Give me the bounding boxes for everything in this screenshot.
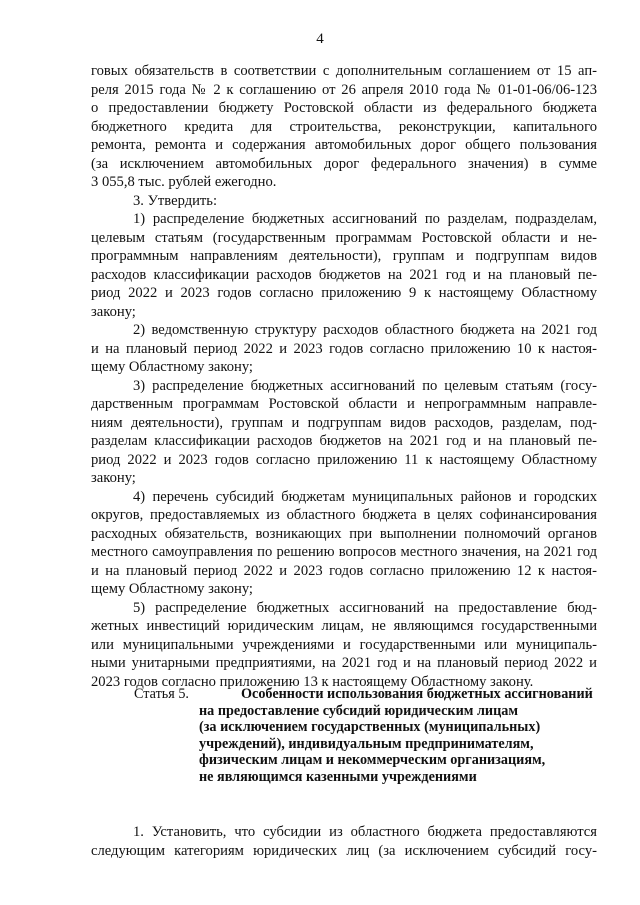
text-line: и на плановый период 2022 и 2023 годов согласно приложению 10 к настоя- xyxy=(91,340,597,357)
text-line: ниям деятельности), группам и подгруппам видов расходов, разделам, под- xyxy=(91,414,597,431)
text-line: округов, предоставляемых из областного бюджета в целях софинансирования xyxy=(91,507,597,523)
text-line: о предоставлении бюджету Ростовской области из федерального бюджета xyxy=(91,100,597,116)
article-title-line: учреждений), индивидуальным предпринимателям, xyxy=(199,735,534,752)
text-line: щему Областному закону; xyxy=(91,359,253,375)
text-line: 3) распределение бюджетных ассигнований по целевым статьям (госу- xyxy=(133,377,597,394)
text-line: целевым статьям (государственным программам Ростовской области и не- xyxy=(91,229,597,246)
article-heading xyxy=(91,686,597,785)
text-line: говых обязательств в соответствии с дополнительным соглашением от 15 ап- xyxy=(91,63,597,79)
article-title-line: (за исключением государственных (муниципальных) xyxy=(199,719,541,735)
text-line: риод 2022 и 2023 годов согласно приложению 9 к настоящему Областному xyxy=(91,285,597,301)
page-number: 4 xyxy=(316,31,324,47)
article-title-row xyxy=(91,703,597,720)
text-line: 2) ведомственную структуру расходов областного бюджета на 2021 год xyxy=(133,322,597,338)
article-title-line: Особенности использования бюджетных ассигнований xyxy=(241,686,593,702)
text-line: 1. Установить, что субсидии из областного бюджета предоставляются xyxy=(133,824,597,840)
text-line: 4) перечень субсидий бюджетам муниципальных районов и городских xyxy=(133,488,597,505)
text-line: закону; xyxy=(91,303,136,320)
text-line: 5) распределение бюджетных ассигнований на предоставление бюд- xyxy=(133,599,597,616)
text-line: риод 2022 и 2023 годов согласно приложению 11 к настоящему Областному xyxy=(91,451,597,468)
article-title-row xyxy=(91,752,597,769)
text-line: программным направлениям деятельности), группам и подгруппам видов xyxy=(91,248,597,264)
text-line: и на плановый период 2022 и 2023 годов согласно приложению 12 к настоя- xyxy=(91,562,597,579)
body-text-lower xyxy=(91,823,597,860)
article-title-row xyxy=(91,736,597,753)
text-line: 3 055,8 тыс. рублей ежегодно. xyxy=(91,174,277,190)
text-line: 2023 годов согласно приложению 13 к настоящему Областному закону. xyxy=(91,673,534,690)
text-line: 1) распределение бюджетных ассигнований по разделам, подразделам, xyxy=(133,211,597,227)
article-title-line: физическим лицам и некоммерческим организациям, xyxy=(199,752,546,768)
text-line: ными унитарными предприятиями, на 2021 год и на плановый период 2022 и xyxy=(91,655,597,671)
text-line: реля 2015 года № 2 к соглашению от 26 апреля 2010 года № 01-01-06/06-123 xyxy=(91,81,597,98)
text-line: расходов классификации расходов бюджетов на 2021 год и на плановый пе- xyxy=(91,266,597,283)
text-line: расходных обязательств, возникающих при выполнении полномочий органов xyxy=(91,525,597,542)
article-title-row xyxy=(91,769,597,786)
article-label: Статья 5. xyxy=(134,686,189,702)
text-line: ремонта, ремонта и содержания автомобильных дорог общего пользования xyxy=(91,137,597,153)
text-line: закону; xyxy=(91,470,136,486)
article-heading-first-row xyxy=(91,686,597,703)
text-line: следующим категориям юридических лиц (за исключением субсидий госу- xyxy=(91,842,597,859)
text-line: 3. Утвердить: xyxy=(133,192,218,209)
article-title-line: не являющимся казенными учреждениями xyxy=(199,768,477,785)
text-line: местного самоуправления по решению вопросов местного значения, на 2021 год xyxy=(91,544,597,560)
article-title-line: на предоставление субсидий юридическим лицам xyxy=(199,702,519,719)
body-text-upper xyxy=(91,62,597,691)
text-line: бюджетного кредита для строительства, реконструкции, капитального xyxy=(91,118,597,135)
text-line: (за исключением автомобильных дорог федерального значения) в сумме xyxy=(91,155,597,172)
text-line: дарственным программам Ростовской области и непрограммным направле- xyxy=(91,396,597,412)
text-line: или муниципальными учреждениями и государственными или муниципаль- xyxy=(91,636,597,653)
article-title-row xyxy=(91,719,597,736)
text-line: жетных инвестиций юридическим лицам, не являющимся государственными xyxy=(91,618,597,634)
text-line: разделам классификации расходов бюджетов на 2021 год и на плановый пе- xyxy=(91,433,597,449)
text-line: щему Областному закону; xyxy=(91,581,253,597)
